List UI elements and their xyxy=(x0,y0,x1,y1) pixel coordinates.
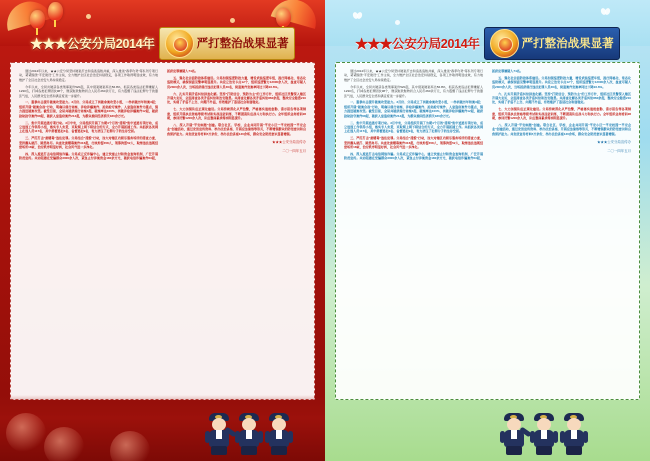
article-columns xyxy=(19,69,306,161)
police-officer-standing xyxy=(236,411,262,455)
lantern-icon xyxy=(276,8,291,27)
page-title: ★★★公安分局2014年 xyxy=(355,37,480,51)
poster-title-right xyxy=(325,26,650,60)
sparkle-icon xyxy=(230,18,235,23)
paragraph: 六、扎实开展矛盾纠纷排查化解。坚持"打防结合、预防为主"的工作方针，组织社区民警深入辖区开展大走访，全面排查各类矛盾纠纷和治安隐患。共排查化解各类矛盾纠纷860余起，整改安全隐患210处，实现了矛盾不上交、问题不外溢，有效维护了基层社会和谐稳定。 xyxy=(492,91,631,105)
police-emblem-icon xyxy=(490,29,519,58)
paragraph: 五、强化社会面防控体系建设。分局加强巡逻防控力量，增设武装巡逻车组，推行网格化、常态化巡防模式，确保街面见警率明显提升。共设立治安卡点12个，组织巡逻警力12000余人次，盘查可疑人员2300余人次，当场抓获现行违法犯罪人员46名，街面案件发案率同比下降23.6%。 xyxy=(492,75,631,89)
police-emblem-icon xyxy=(165,29,194,58)
paragraph: 七、大力加强队伍正规化建设。分局持续深化从严治警，严格落实值班备勤、请示报告等各项制度，组织开展执法资格等级考试和实战技能训练，不断提高队伍战斗力和执行力。全年组织业务培训28期，参训民警1200余人次，队伍整体素质得到明显提升。 xyxy=(167,107,306,121)
signature-org: ★★★公安分局宣传办 xyxy=(272,140,306,145)
paragraph: 二、集中开展追逃专项行动。3月中旬，分局组织开展了为期4个月的"清网"集中追逃专项行动，成立追逃工作领导小组，落实专人负责，采取网上网下相结合的方式，全力开展抓捕工作。共抓获各类网上在逃人员117名，其中部督逃犯2名、省督逃犯9名，有力挤压了犯罪分子的生存空间。 xyxy=(344,120,483,134)
paragraph: 一、重拳出击提升破案攻坚能力。3月份、分局成立了侦破命案攻坚小组，一举侦破历年积案3起；组织开展"破案会战"行动，明确以现行命案、涉枪涉爆案件、抢劫抢夺案件、入室盗窃案件为重点，强力推进破案攻坚。截至目前，全局共破获现行命案4起，破案率达100%，侦破涉枪涉爆案件12起，破获抢劫抢夺案件68起，破获入室盗窃案件214起，为群众挽回经济损失180余万元。 xyxy=(19,100,158,118)
paragraph: 八、深入开展"平安细胞"创建。联合社区、学校、企业共同开展"平安小区""平安校园""平安企业"创建活动，通过发放宣传资料、举办法治讲座、开展应急演练等形式，不断增强群众的防范意识和自我保护能力。共发放宣传材料5万余份，举办法治讲座120余场，群众安全防范意识显著增强。 xyxy=(167,123,306,136)
paragraph: 二、集中开展追逃专项行动。3月中旬，分局组织开展了为期4个月的"清网"集中追逃专项行动，成立追逃工作领导小组，落实专人负责，采取网上网下相结合的方式，全力开展抓捕工作。共抓获各类网上在逃人员117名，其中部督逃犯2名、省督逃犯9名，有力挤压了犯罪分子的生存空间。 xyxy=(19,120,158,134)
page-title: ★★★公安分局2014年 xyxy=(30,37,155,51)
lantern-icon xyxy=(48,2,63,21)
article-panel-left xyxy=(10,62,315,400)
police-figures-left xyxy=(206,411,292,455)
paragraph: 通过2014年以来，★★公安分局坚持破案打击和追逃追赃并重，深入推进"春季攻势"等系列专项行动，紧紧围绕"平安建设"工作主线，全力维护全区社会治安持续稳定，各项工作取得明显成效，有力地维护了全区社会治安大局持续稳定。 xyxy=(19,69,158,82)
signature-org: ★★★公安分局宣传办 xyxy=(597,140,631,145)
paragraph: 三、严厉打击"黄赌毒"违法犯罪。分局结合"清源"行动，加大对辖区内娱乐服务场所的清查力度，坚持露头就打、除恶务尽。共查处黄赌毒案件316起，行政拘留458人，刑事拘留52人，取缔违法违规经营场所18家，治安秩序明显好转，社会风气进一步净化。 xyxy=(19,136,158,150)
police-officer-salute xyxy=(501,411,527,455)
poster-title-left xyxy=(0,26,325,60)
paragraph: 六、扎实开展矛盾纠纷排查化解。坚持"打防结合、预防为主"的工作方针，组织社区民警深入辖区开展大走访，全面排查各类矛盾纠纷和治安隐患。共排查化解各类矛盾纠纷860余起，整改安全隐患210处，实现了矛盾不上交、问题不外溢，有效维护了基层社会和谐稳定。 xyxy=(167,91,306,105)
police-officer-salute xyxy=(206,411,232,455)
page-subtitle: 严打整治战果显著 xyxy=(521,38,614,50)
paragraph: 五、强化社会面防控体系建设。分局加强巡逻防控力量，增设武装巡逻车组，推行网格化、常态化巡防模式，确保街面见警率明显提升。共设立治安卡点12个，组织巡逻警力12000余人次，盘查可疑人员2300余人次，当场抓获现行违法犯罪人员46名，街面案件发案率同比下降23.6%。 xyxy=(167,75,306,89)
title-plate xyxy=(159,27,295,60)
poster-right xyxy=(325,0,650,461)
butterfly-icon xyxy=(601,8,610,15)
article-panel-right xyxy=(335,62,640,400)
police-officer-standing xyxy=(561,411,587,455)
paragraph: 四、深入推进打击电信网络诈骗。分局成立反诈骗中心，建立快速止付和资金查询机制，广泛开展防范宣传。共劝阻潜在受骗群众3000余人次，紧急止付涉案资金180余万元，破获电信诈骗案件63起，抓获犯罪嫌疑人74名。 xyxy=(19,69,198,161)
signature-date: 二〇一四年五月 xyxy=(282,149,306,154)
sparkle-icon xyxy=(395,20,400,25)
paragraph: 通过2014年以来，★★公安分局坚持破案打击和追逃追赃并重，深入推进"春季攻势"等系列专项行动，紧紧围绕"平安建设"工作主线，全力维护全区社会治安持续稳定，各项工作取得明显成效，有力地维护了全区社会治安大局持续稳定。 xyxy=(344,69,483,82)
paragraph: 七、大力加强队伍正规化建设。分局持续深化从严治警，严格落实值班备勤、请示报告等各项制度，组织开展执法资格等级考试和实战技能训练，不断提高队伍战斗力和执行力。全年组织业务培训28期，参训民警1200余人次，队伍整体素质得到明显提升。 xyxy=(492,107,631,121)
paragraph: 今年以来，全局共破获各类刑事案件520起，其中现案破案率达56.8%，抓获各类违法犯罪嫌疑人1230名，打掉各类犯罪团伙38个，缴获赃款赃物折合人民币260余万元，有力震慑了违法犯罪分子的嚣张气焰，人民群众安全感和满意度进一步提升。 xyxy=(19,84,158,98)
paragraph: 今年以来，全局共破获各类刑事案件520起，其中现案破案率达56.8%，抓获各类违法犯罪嫌疑人1230名，打掉各类犯罪团伙38个，缴获赃款赃物折合人民币260余万元，有力震慑了违法犯罪分子的嚣张气焰，人民群众安全感和满意度进一步提升。 xyxy=(344,84,483,98)
flower-decoration-icon xyxy=(6,413,46,453)
paragraph: 四、深入推进打击电信网络诈骗。分局成立反诈骗中心，建立快速止付和资金查询机制，广泛开展防范宣传。共劝阻潜在受骗群众3000余人次，紧急止付涉案资金180余万元，破获电信诈骗案件63起，抓获犯罪嫌疑人74名。 xyxy=(344,69,523,161)
signature-date: 二〇一四年五月 xyxy=(607,149,631,154)
police-officer-standing xyxy=(531,411,557,455)
paragraph: 一、重拳出击提升破案攻坚能力。3月份、分局成立了侦破命案攻坚小组，一举侦破历年积案3起；组织开展"破案会战"行动，明确以现行命案、涉枪涉爆案件、抢劫抢夺案件、入室盗窃案件为重点，强力推进破案攻坚。截至目前，全局共破获现行命案4起，破案率达100%，侦破涉枪涉爆案件12起，破获抢劫抢夺案件68起，破获入室盗窃案件214起，为群众挽回经济损失180余万元。 xyxy=(344,100,483,118)
police-figures-right xyxy=(501,411,587,455)
sparkle-icon xyxy=(86,14,91,19)
article-columns xyxy=(344,69,631,161)
title-plate xyxy=(484,27,620,60)
police-officer-standing xyxy=(266,411,292,455)
flower-decoration-icon xyxy=(44,427,84,461)
page-subtitle: 严打整治战果显著 xyxy=(196,38,289,50)
paragraph: 三、严厉打击"黄赌毒"违法犯罪。分局结合"清源"行动，加大对辖区内娱乐服务场所的清查力度，坚持露头就打、除恶务尽。共查处黄赌毒案件316起，行政拘留458人，刑事拘留52人，取缔违法违规经营场所18家，治安秩序明显好转，社会风气进一步净化。 xyxy=(344,136,483,150)
paragraph: 八、深入开展"平安细胞"创建。联合社区、学校、企业共同开展"平安小区""平安校园""平安企业"创建活动，通过发放宣传资料、举办法治讲座、开展应急演练等形式，不断增强群众的防范意识和自我保护能力。共发放宣传材料5万余份，举办法治讲座120余场，群众安全防范意识显著增强。 xyxy=(492,123,631,136)
butterfly-icon xyxy=(353,12,362,19)
